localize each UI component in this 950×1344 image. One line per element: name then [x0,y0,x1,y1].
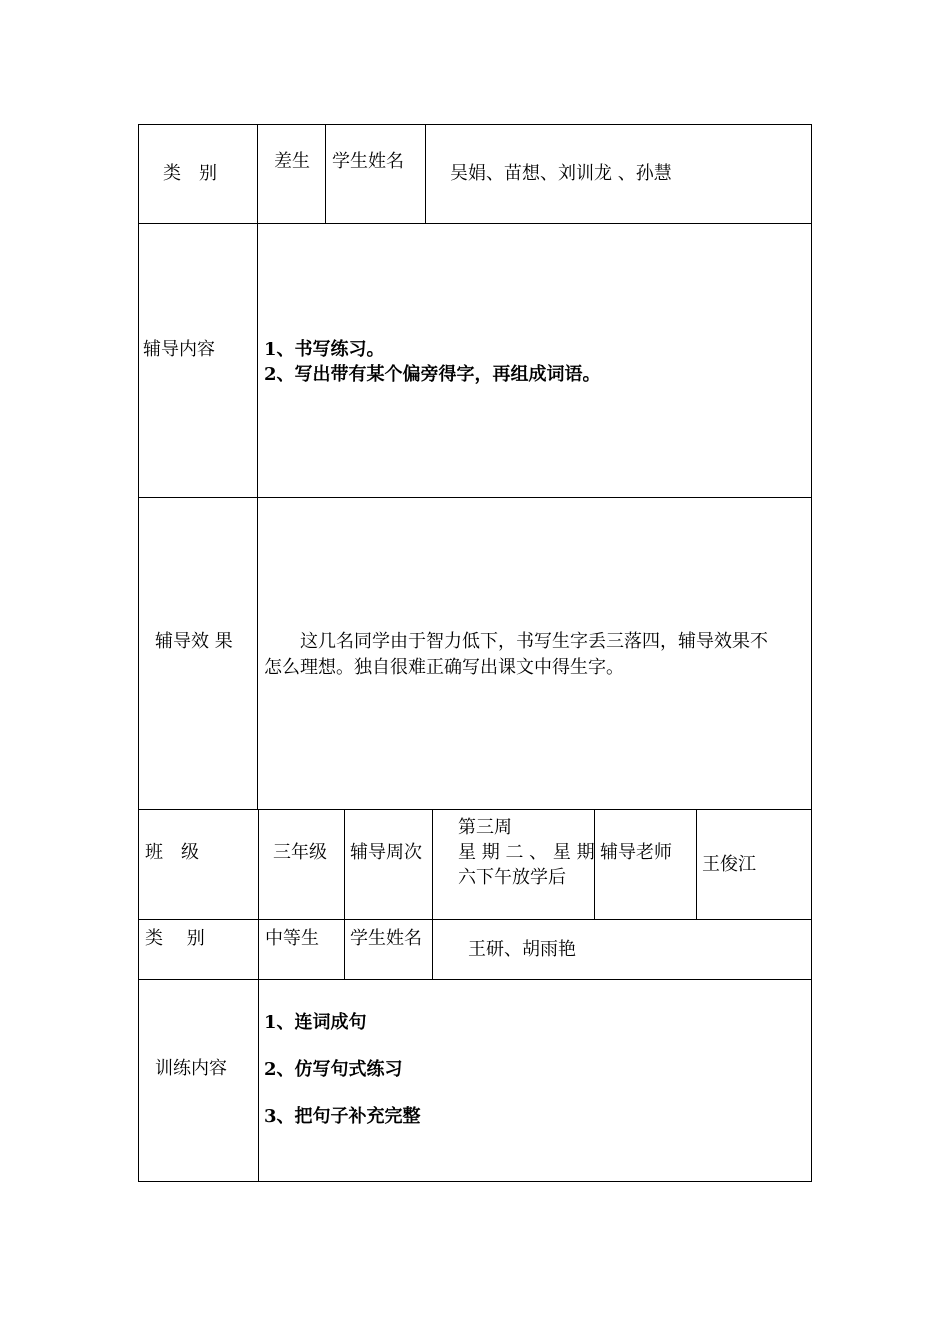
table2-training-label: 训练内容 [155,1058,227,1079]
table1-row2-bottom-border [138,497,812,498]
table1-student-label: 学生姓名 [332,151,404,172]
table2-teacher-label: 辅导老师 [600,842,672,863]
table2-week-value-line3: 六下午放学后 [458,867,566,888]
table2-left-border [138,809,139,1182]
table2-right-border [811,809,812,1182]
table1-content-item-1: 1、书写练习。 [264,339,385,360]
table2-divider-d [696,809,697,920]
table1-effect-label: 辅导效 果 [155,631,233,652]
table1-row1-divider-b [425,124,426,223]
table2-teacher-value: 王俊江 [702,854,756,875]
table1-category-value: 差生 [274,151,310,172]
table1-left-border [138,124,139,810]
table2-week-label: 辅导周次 [350,842,422,863]
table1-top-border [138,124,812,125]
table2-week-value-line2: 星 期 二 、 星 期 [458,842,595,863]
table2-category-value: 中等生 [265,928,319,949]
table2-row2-bottom-border [138,979,812,980]
table2-class-value: 三年级 [273,842,327,863]
table2-week-value-line1: 第三周 [458,817,512,838]
table2-student-names: 王研、胡雨艳 [468,939,576,960]
table1-row1-bottom-border [138,223,812,224]
table2-class-label: 班 级 [145,842,199,863]
table1-effect-text-line2: 怎么理想。独自很难正确写出课文中得生字。 [264,657,624,678]
table2-training-item-2: 2、仿写句式练习 [264,1059,403,1080]
table1-content-item-2: 2、写出带有某个偏旁得字，再组成词语。 [264,364,601,385]
table2-divider-a [344,809,345,980]
table1-category-label: 类 别 [163,163,217,184]
table1-effect-text-line1: 这几名同学由于智力低下，书写生字丢三落四，辅导效果不 [300,631,768,652]
table1-right-border [811,124,812,810]
table1-student-names: 吴娟、苗想、刘训龙 、孙慧 [450,163,672,184]
table2-label-divider [258,809,259,1182]
table2-training-item-3: 3、把句子补充完整 [264,1106,421,1127]
table2-training-item-1: 1、连词成句 [264,1012,367,1033]
table2-top-border [138,809,812,810]
table2-divider-b [432,809,433,980]
table1-label-divider [257,124,258,810]
table1-row1-divider-a [325,124,326,223]
table2-row1-bottom-border [138,919,812,920]
table2-student-label: 学生姓名 [350,928,422,949]
table2-bottom-border [138,1181,812,1182]
table1-content-label: 辅导内容 [143,339,215,360]
table2-category-label: 类 别 [145,928,205,949]
